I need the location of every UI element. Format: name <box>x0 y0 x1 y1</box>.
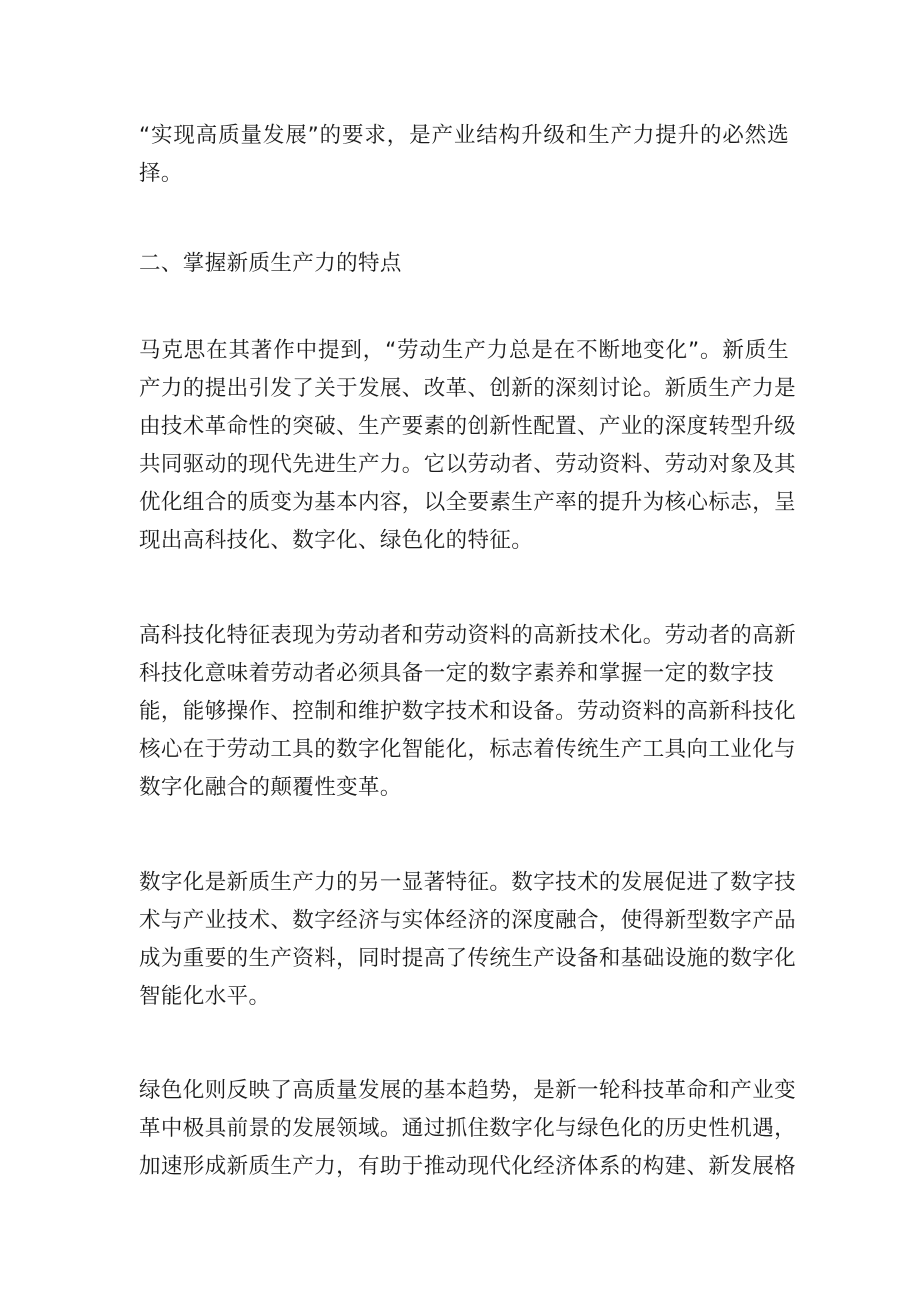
paragraph-line: 绿色化则反映了高质量发展的基本趋势，是新一轮科技革命和产业变 <box>139 1078 797 1103</box>
paragraph-line: 产力的提出引发了关于发展、改革、创新的深刻讨论。新质生产力是 <box>139 376 797 401</box>
paragraph-line: 优化组合的质变为基本内容，以全要素生产率的提升为核心标志，呈 <box>139 490 797 515</box>
paragraph-1 <box>139 117 789 193</box>
paragraph-line: 能，能够操作、控制和维护数字技术和设备。劳动资料的高新科技化 <box>139 699 797 724</box>
paragraph-3 <box>139 617 797 807</box>
section-heading <box>139 245 789 283</box>
paragraph-2 <box>139 332 797 560</box>
paragraph-line: 数字化融合的颠覆性变革。 <box>139 775 402 800</box>
paragraph-line: 成为重要的生产资料，同时提高了传统生产设备和基础设施的数字化 <box>139 946 797 971</box>
paragraph-4 <box>139 864 797 1016</box>
section-heading-text: 二、掌握新质生产力的特点 <box>139 251 402 276</box>
paragraph-line: 现出高科技化、数字化、绿色化的特征。 <box>139 528 534 553</box>
paragraph-line: 智能化水平。 <box>139 984 271 1009</box>
paragraph-line: 革中极具前景的发展领域。通过抓住数字化与绿色化的历史性机遇， <box>139 1116 797 1141</box>
paragraph-line: 高科技化特征表现为劳动者和劳动资料的高新技术化。劳动者的高新 <box>139 623 797 648</box>
paragraph-line: 择。 <box>139 161 183 186</box>
paragraph-line: 马克思在其著作中提到，“劳动生产力总是在不断地变化”。新质生 <box>139 338 789 363</box>
paragraph-line: 科技化意味着劳动者必须具备一定的数字素养和掌握一定的数字技 <box>139 661 775 686</box>
paragraph-line: 数字化是新质生产力的另一显著特征。数字技术的发展促进了数字技 <box>139 870 797 895</box>
paragraph-line: “实现高质量发展”的要求，是产业结构升级和生产力提升的必然选 <box>139 123 789 148</box>
paragraph-line: 术与产业技术、数字经济与实体经济的深度融合，使得新型数字产品 <box>139 908 797 933</box>
paragraph-line: 加速形成新质生产力，有助于推动现代化经济体系的构建、新发展格 <box>139 1154 797 1179</box>
paragraph-line: 核心在于劳动工具的数字化智能化，标志着传统生产工具向工业化与 <box>139 737 797 762</box>
paragraph-line: 共同驱动的现代先进生产力。它以劳动者、劳动资料、劳动对象及其 <box>139 452 797 477</box>
paragraph-5 <box>139 1072 797 1186</box>
paragraph-line: 由技术革命性的突破、生产要素的创新性配置、产业的深度转型升级 <box>139 414 797 439</box>
